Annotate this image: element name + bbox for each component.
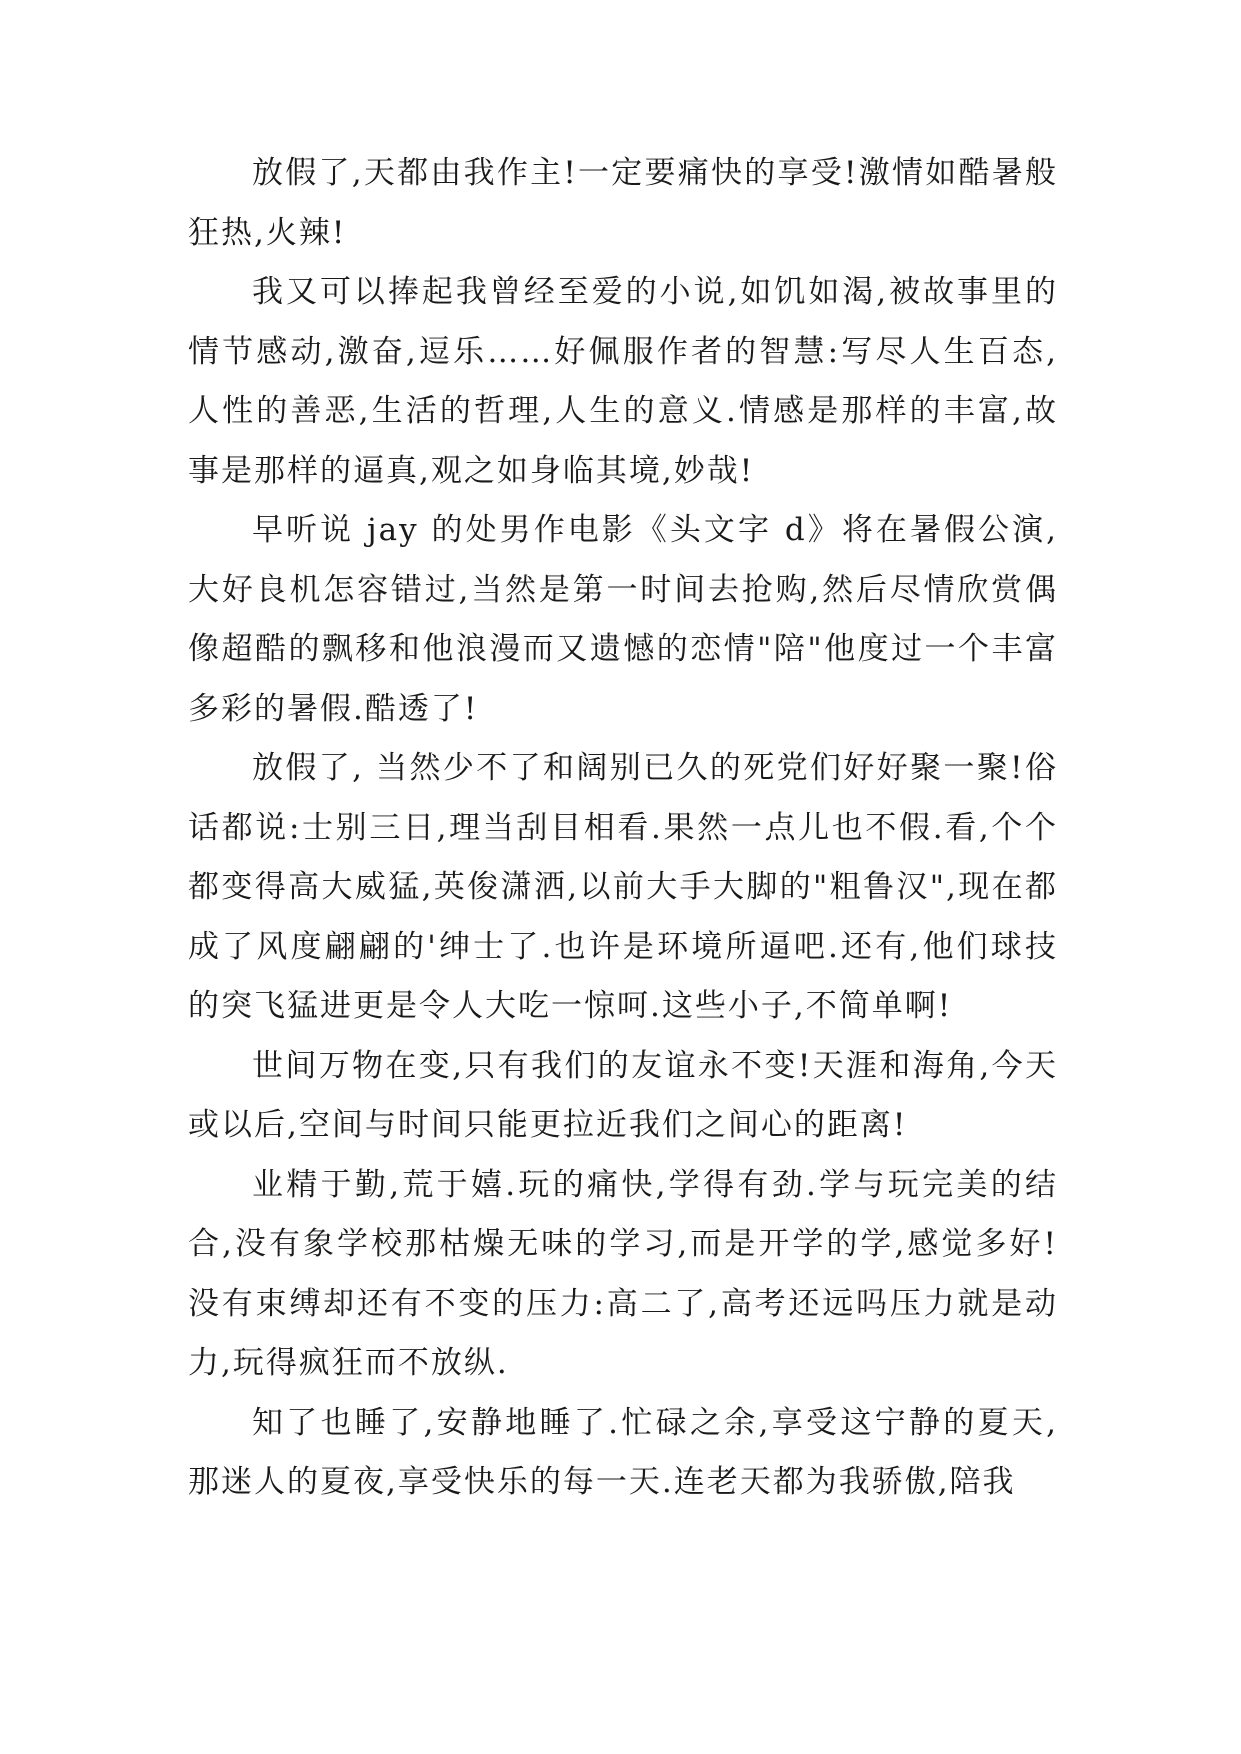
paragraph: 知了也睡了,安静地睡了.忙碌之余,享受这宁静的夏天,那迷人的夏夜,享受快乐的每一天.连老天都为我骄傲,陪我	[188, 1404, 1058, 1500]
paragraph: 世间万物在变,只有我们的友谊永不变!天涯和海角,今天或以后,空间与时间只能更拉近我们之间心的距离!	[188, 1047, 1058, 1143]
paragraph: 我又可以捧起我曾经至爱的小说,如饥如渴,被故事里的情节感动,激奋,逗乐……好佩服作者的智慧:写尽人生百态,人性的善恶,生活的哲理,人生的意义.情感是那样的丰富,故事是那样的逼真,观之如身临其境,妙哉!	[188, 274, 1058, 489]
essay-body	[188, 144, 1058, 1513]
paragraph: 放假了,天都由我作主!一定要痛快的享受!激情如酷暑般狂热,火辣!	[188, 155, 1058, 251]
paragraph: 业精于勤,荒于嬉.玩的痛快,学得有劲.学与玩完美的结合,没有象学校那枯燥无味的学习,而是开学的学,感觉多好!没有束缚却还有不变的压力:高二了,高考还远吗压力就是动力,玩得疯狂而不放纵.	[188, 1166, 1058, 1381]
paragraph: 放假了, 当然少不了和阔别已久的死党们好好聚一聚!俗话都说:士别三日,理当刮目相看.果然一点儿也不假.看,个个都变得高大威猛,英俊潇洒,以前大手大脚的"粗鲁汉",现在都成了风度翩翩的'绅士了.也许是环境所逼吧.还有,他们球技的突飞猛进更是令人大吃一惊呵.这些小子,不简单啊!	[188, 750, 1058, 1024]
paragraph: 早听说 jay 的处男作电影《头文字 d》将在暑假公演,大好良机怎容错过,当然是第一时间去抢购,然后尽情欣赏偶像超酷的飘移和他浪漫而又遗憾的恋情"陪"他度过一个丰富多彩的暑假.酷透了!	[188, 512, 1058, 727]
